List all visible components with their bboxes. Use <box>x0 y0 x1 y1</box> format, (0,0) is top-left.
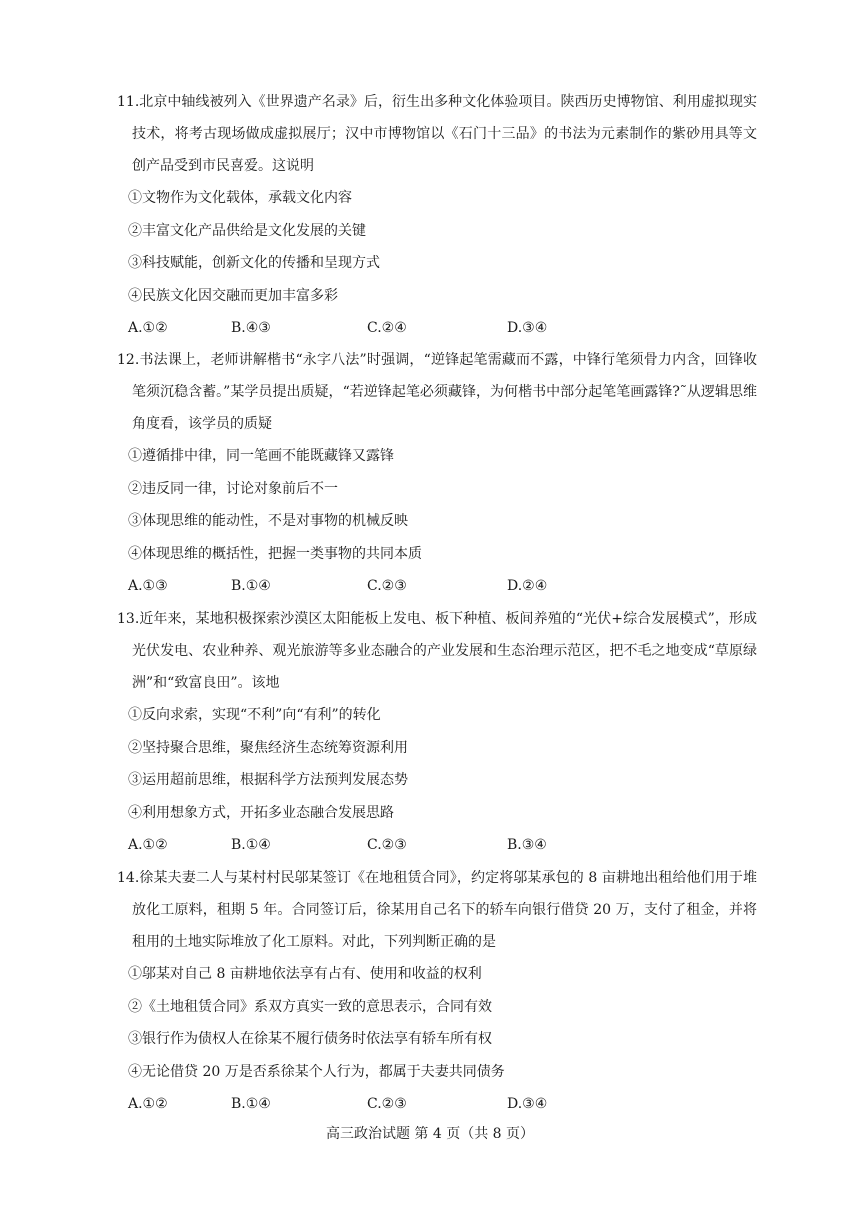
question-11 <box>117 86 757 344</box>
choice-b: B.①④ <box>231 1096 271 1112</box>
answer-choices <box>117 570 757 602</box>
choice-a: A.①② <box>128 837 168 853</box>
option-1: ①文物作为文化载体，承载文化内容 <box>128 190 352 206</box>
option-1: ①邬某对自己 8 亩耕地依法享有占有、使用和收益的权利 <box>128 966 482 982</box>
option-4: ④体现思维的概括性，把握一类事物的共同本质 <box>128 545 422 562</box>
option-1: ①反向求索，实现“不利”向“有利”的转化 <box>128 707 381 723</box>
choice-b: B.①④ <box>231 837 271 853</box>
question-14 <box>117 862 757 1120</box>
choice-d: D.③④ <box>507 1096 548 1112</box>
option-2: ②《土地租赁合同》系双方真实一致的意思表示，合同有效 <box>128 998 492 1015</box>
choice-b: B.④③ <box>231 320 271 336</box>
question-13 <box>117 603 757 861</box>
option-2: ②坚持聚合思维，聚焦经济生态统筹资源利用 <box>128 739 408 756</box>
answer-choices <box>117 312 757 344</box>
choice-d: B.③④ <box>507 837 547 853</box>
question-stem: 12.书法课上，老师讲解楷书“永字八法”时强调，“逆锋起笔需藏而不露，中锋行笔须骨力内含，回锋收笔须沉稳含蓄。”某学员提出质疑，“若逆锋起笔必须藏锋，为何楷书中部分起笔笔画露锋?˜从逻辑思维角度看，该学员的质疑 <box>117 352 757 432</box>
choice-c: C.②③ <box>367 578 407 594</box>
choice-a: A.①③ <box>128 578 168 594</box>
question-stem: 11.北京中轴线被列入《世界遗产名录》后，衍生出多种文化体验项目。陕西历史博物馆、利用虚拟现实技术，将考古现场做成虚拟展厅；汉中市博物馆以《石门十三品》的书法为元素制作的紫砂用具等文创产品受到市民喜爱。这说明 <box>117 94 757 174</box>
page-footer: 高三政治试题 第 4 页（共 8 页） <box>325 1126 535 1142</box>
choice-d: D.③④ <box>507 320 548 336</box>
option-3: ③银行作为债权人在徐某不履行债务时依法享有轿车所有权 <box>128 1031 492 1047</box>
question-12 <box>117 344 757 602</box>
choice-a: A.①② <box>128 320 168 336</box>
option-4: ④民族文化因交融而更加丰富多彩 <box>128 287 338 304</box>
choice-c: C.②③ <box>367 837 407 853</box>
option-2: ②违反同一律，讨论对象前后不一 <box>128 480 338 497</box>
answer-choices <box>117 1088 757 1120</box>
option-3: ③运用超前思维，根据科学方法预判发展态势 <box>128 772 408 788</box>
choice-c: C.②④ <box>367 320 407 336</box>
option-4: ④无论借贷 20 万是否系徐某个人行为，都属于夫妻共同债务 <box>128 1063 505 1080</box>
answer-choices <box>117 829 757 861</box>
option-1: ①遵循排中律，同一笔画不能既藏锋又露锋 <box>128 448 394 464</box>
question-stem: 13.近年来，某地积极探索沙漠区太阳能板上发电、板下种植、板间养殖的“光伏+综合发展模式”，形成光伏发电、农业种养、观光旅游等多业态融合的产业发展和生态治理示范区，把不毛之地变成“草原绿洲”和“致富良田”。该地 <box>117 611 757 691</box>
choice-c: C.②③ <box>367 1096 407 1112</box>
question-stem: 14.徐某夫妻二人与某村村民邬某签订《在地租赁合同》，约定将邬某承包的 8 亩耕地出租给他们用于堆放化工原料，租期 5 年。合同签订后，徐某用自己名下的轿车向银行借贷 20 万，支付了租金，并将租用的土地实际堆放了化工原料。对此，下列判断正确的是 <box>117 870 757 950</box>
option-2: ②丰富文化产品供给是文化发展的关键 <box>128 222 366 239</box>
choice-d: D.②④ <box>507 578 548 594</box>
choice-b: B.①④ <box>231 578 271 594</box>
option-3: ③科技赋能，创新文化的传播和呈现方式 <box>128 255 380 271</box>
option-3: ③体现思维的能动性，不是对事物的机械反映 <box>128 513 408 529</box>
choice-a: A.①② <box>128 1096 168 1112</box>
option-4: ④利用想象方式，开拓多业态融合发展思路 <box>128 804 394 821</box>
